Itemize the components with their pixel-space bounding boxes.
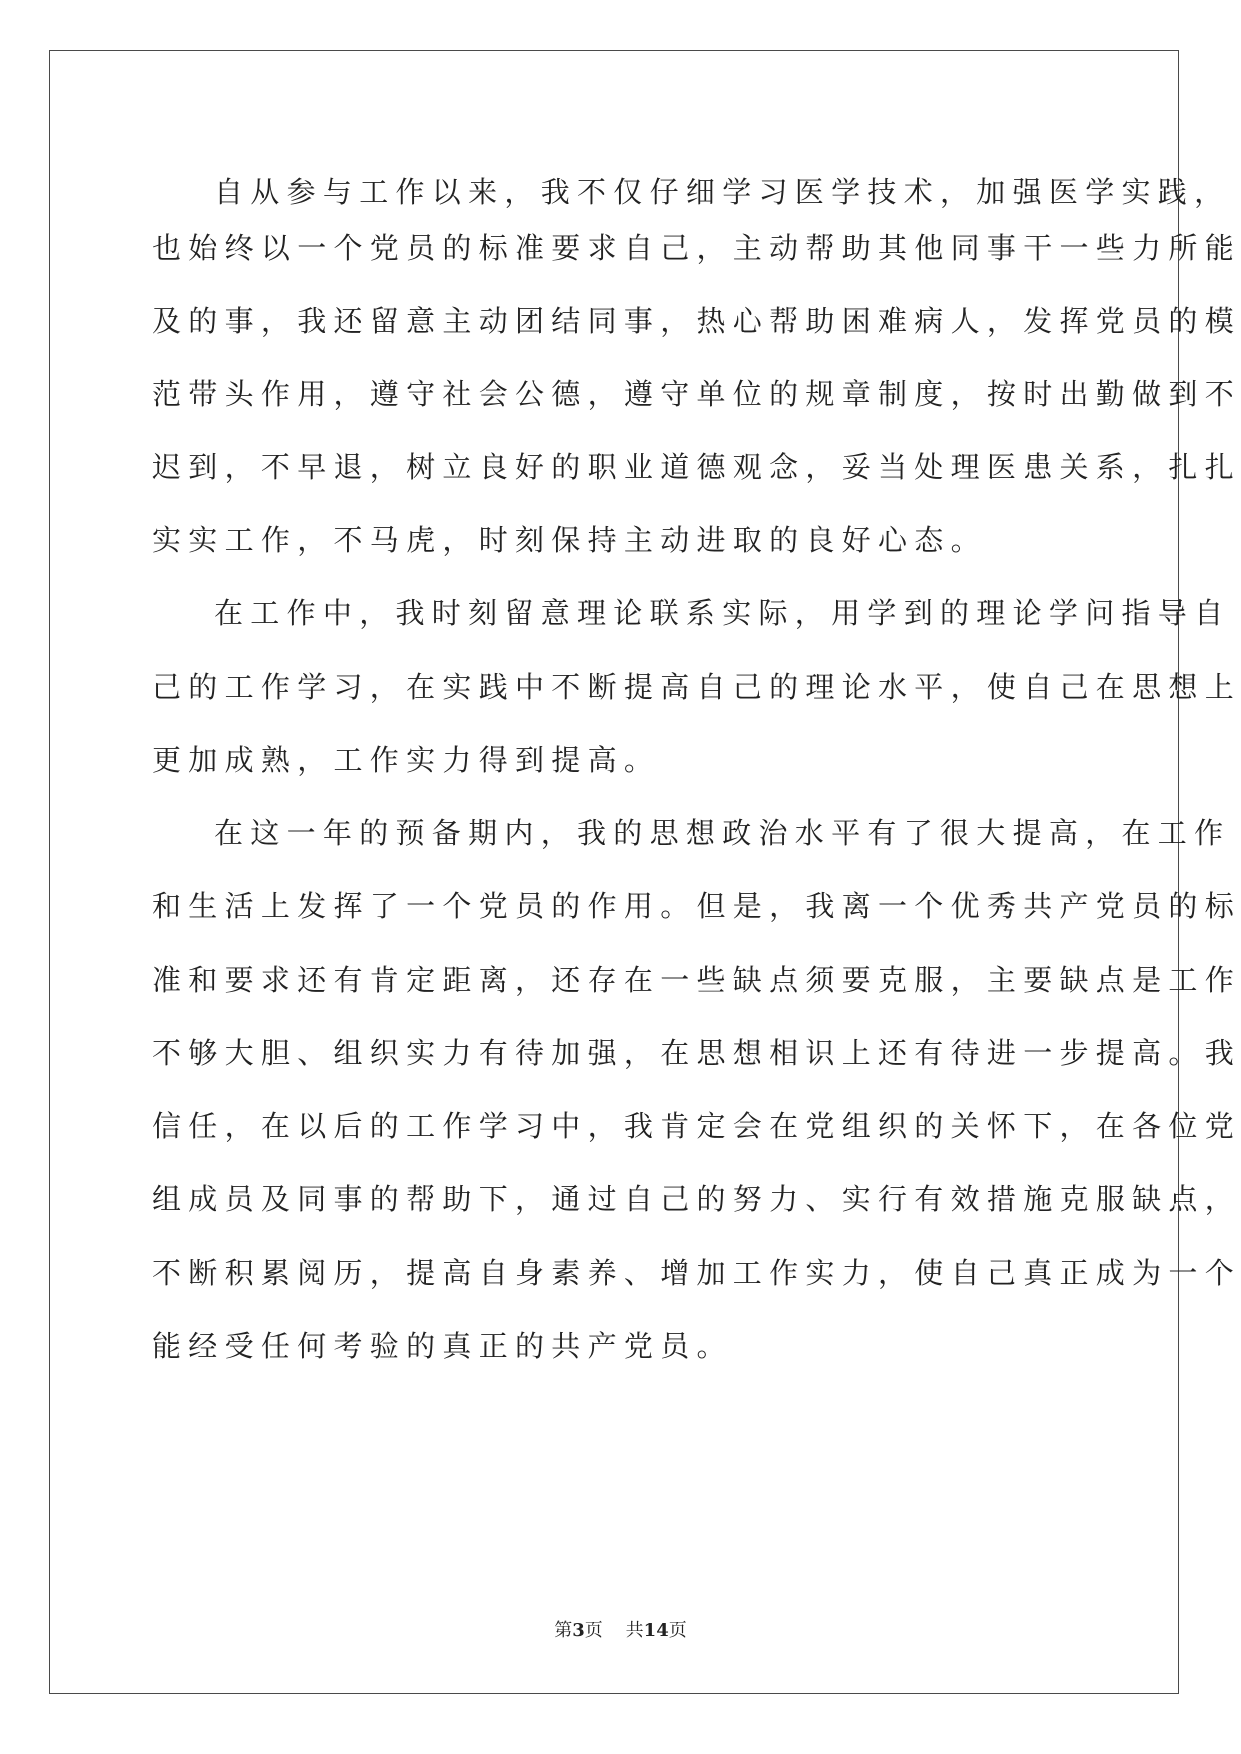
paragraph-2-line-2: 己的工作学习，在实践中不断提高自己的理论水平，使自己在思想上 [152,670,1241,704]
paragraph-1-line-6: 实实工作，不马虎，时刻保持主动进取的良好心态。 [152,523,987,557]
paragraph-1-line-1: 自从参与工作以来，我不仅仔细学习医学技术，加强医学实践， [214,175,1231,209]
paragraph-3-line-3: 准和要求还有肯定距离，还存在一些缺点须要克服，主要缺点是工作 [152,963,1241,997]
paragraph-3-line-5: 信任，在以后的工作学习中，我肯定会在党组织的关怀下，在各位党 [152,1109,1241,1143]
paragraph-3-line-8: 能经受任何考验的真正的共产党员。 [152,1329,733,1363]
paragraph-3-line-2: 和生活上发挥了一个党员的作用。但是，我离一个优秀共产党员的标 [152,889,1241,923]
page-footer [0,1616,1241,1642]
page-prefix: 第 [554,1620,573,1641]
total-suffix: 页 [668,1620,687,1641]
paragraph-2-line-3: 更加成熟，工作实力得到提高。 [152,743,661,777]
paragraph-2-line-1: 在工作中，我时刻留意理论联系实际，用学到的理论学问指导自 [214,596,1231,630]
paragraph-1-line-2: 也始终以一个党员的标准要求自己，主动帮助其他同事干一些力所能 [152,231,1241,265]
total-page-number: 14 [643,1620,669,1641]
paragraph-3-line-7: 不断积累阅历，提高自身素养、增加工作实力，使自己真正成为一个 [152,1256,1241,1290]
total-prefix: 共 [625,1620,644,1641]
current-page-number: 3 [572,1620,585,1641]
paragraph-1-line-3: 及的事，我还留意主动团结同事，热心帮助困难病人，发挥党员的模 [152,304,1241,338]
paragraph-3-line-6: 组成员及同事的帮助下，通过自己的努力、实行有效措施克服缺点， [152,1182,1241,1216]
paragraph-1-line-4: 范带头作用，遵守社会公德，遵守单位的规章制度，按时出勤做到不 [152,377,1241,411]
page-frame [49,50,1241,1694]
page-suffix: 页 [584,1620,603,1641]
paragraph-3-line-4: 不够大胆、组织实力有待加强，在思想相识上还有待进一步提高。我 [152,1036,1241,1070]
paragraph-3-line-1: 在这一年的预备期内，我的思想政治水平有了很大提高，在工作 [214,816,1231,850]
paragraph-1-line-5: 迟到，不早退，树立良好的职业道德观念，妥当处理医患关系，扎扎 [152,450,1241,484]
